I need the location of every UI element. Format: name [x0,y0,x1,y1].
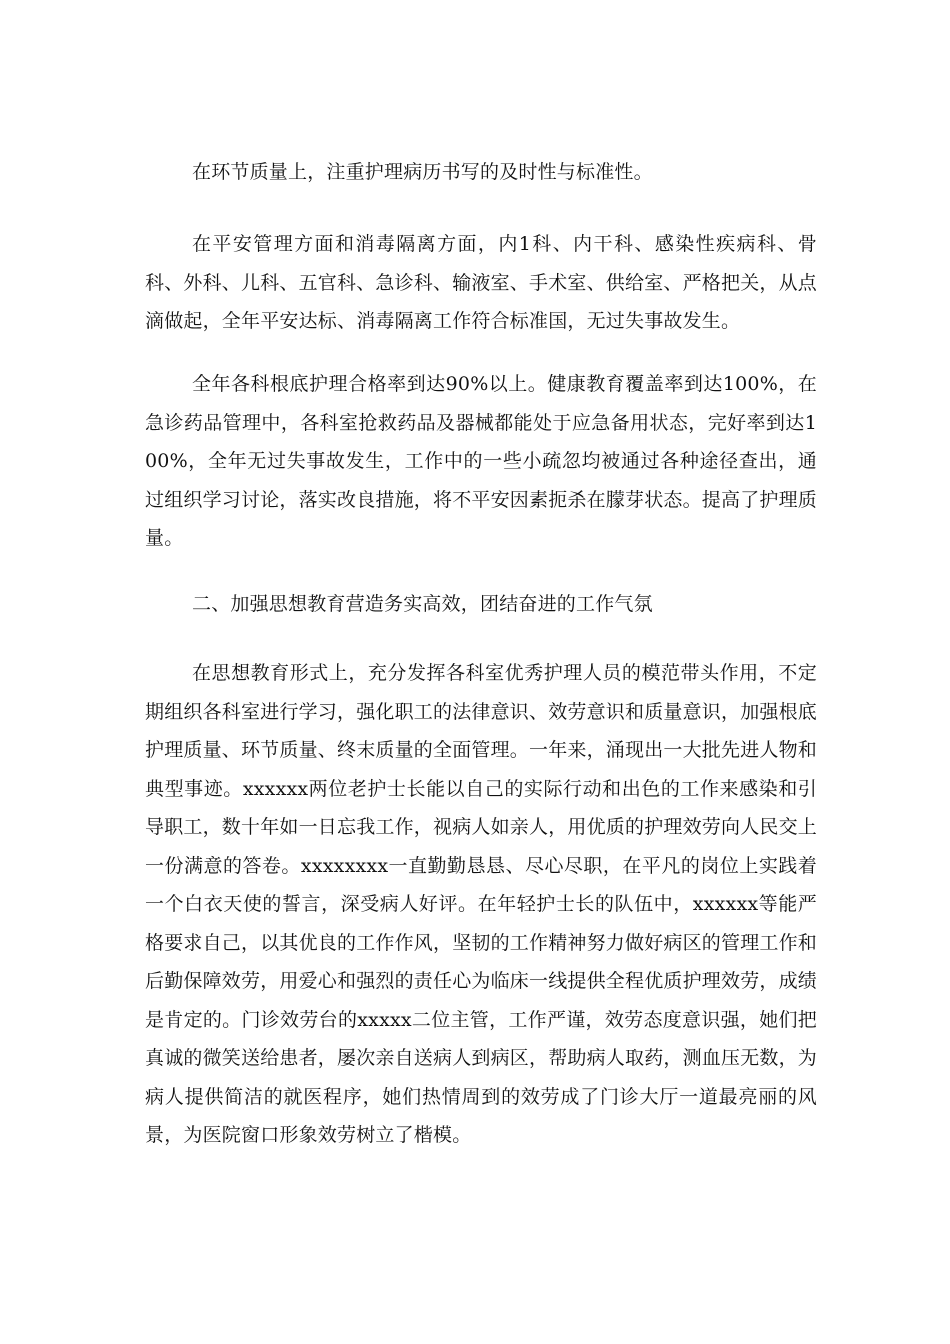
paragraph-nursing-qualification: 全年各科根底护理合格率到达90%以上。健康教育覆盖率到达100%，在急诊药品管理中，各科室抢救药品及器械都能处于应急备用状态，完好率到达100%，全年无过失事故发生，工作中的一些小疏忽均被通过各种途径查出，通过组织学习讨论，落实改良措施，将不平安因素扼杀在朦芽状态。提高了护理质量。 [145,373,818,549]
paragraph-quality-records: 在环节质量上，注重护理病历书写的及时性与标准性。 [192,161,653,183]
section-heading-ideological-education: 二、加强思想教育营造务实高效，团结奋进的工作气氛 [192,593,653,615]
paragraph-safety-management: 在平安管理方面和消毒隔离方面，内1科、内干科、感染性疾病科、骨科、外科、儿科、五官科、急诊科、输液室、手术室、供给室、严格把关，从点滴做起，全年平安达标、消毒隔离工作符合标准国，无过失事故发生。 [145,233,818,332]
paragraph-ideological-education: 在思想教育形式上，充分发挥各科室优秀护理人员的模范带头作用，不定期组织各科室进行学习，强化职工的法律意识、效劳意识和质量意识，加强根底护理质量、环节质量、终末质量的全面管理。一年来，涌现出一大批先进人物和典型事迹。xxxxxx两位老护士长能以自己的实际行动和出色的工作来感染和引导职工，数十年如一日忘我工作，视病人如亲人，用优质的护理效劳向人民交上一份满意的答卷。xxxxxxxx一直勤勤恳恳、尽心尽职，在平凡的岗位上实践着一个白衣天使的誓言，深受病人好评。在年轻护士长的队伍中，xxxxxx等能严格要求自己，以其优良的工作作风，坚韧的工作精神努力做好病区的管理工作和后勤保障效劳，用爱心和强烈的责任心为临床一线提供全程优质护理效劳，成绩是肯定的。门诊效劳台的xxxxx二位主管，工作严谨，效劳态度意识强，她们把真诚的微笑送给患者，屡次亲自送病人到病区，帮助病人取药，测血压无数，为病人提供简洁的就医程序，她们热情周到的效劳成了门诊大厅一道最亮丽的风景，为医院窗口形象效劳树立了楷模。 [145,662,818,1146]
